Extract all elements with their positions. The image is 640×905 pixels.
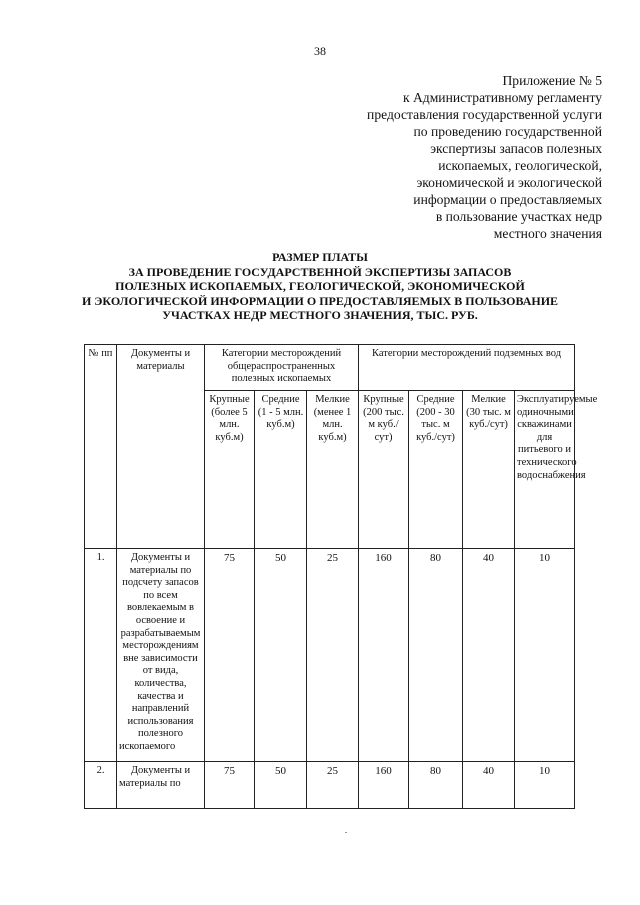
row-number: 1. bbox=[85, 549, 117, 762]
row-value: 25 bbox=[307, 549, 359, 762]
title-line: ПОЛЕЗНЫХ ИСКОПАЕМЫХ, ГЕОЛОГИЧЕСКОЙ, ЭКОНОМИЧЕСКОЙ bbox=[115, 279, 525, 293]
header-col: Средние (200 - 30 тыс. м куб./сут) bbox=[409, 391, 463, 549]
row-value: 75 bbox=[205, 762, 255, 809]
title-line: ЗА ПРОВЕДЕНИЕ ГОСУДАРСТВЕННОЙ ЭКСПЕРТИЗЫ ЗАПАСОВ bbox=[128, 264, 512, 279]
row-document: Документы и материалы по bbox=[117, 762, 205, 809]
row-value: 80 bbox=[409, 762, 463, 809]
fees-table bbox=[84, 344, 598, 809]
row-value: 10 bbox=[515, 549, 575, 762]
appendix-line: в пользование участках недр bbox=[435, 209, 602, 224]
appendix-line: экспертизы запасов полезных bbox=[430, 141, 602, 156]
row-document: Документы и материалы по подсчету запасов по всем вовлекаемым в освоение и разрабатываемым месторождениям вне зависимости от вида, количества, качества и направлений использования полезного ископаемого bbox=[117, 549, 205, 762]
row-value: 160 bbox=[359, 762, 409, 809]
row-value: 75 bbox=[205, 549, 255, 762]
row-value: 40 bbox=[463, 762, 515, 809]
header-col: Средние (1 - 5 млн. куб.м) bbox=[255, 391, 307, 549]
row-value: 10 bbox=[515, 762, 575, 809]
header-col: Крупные (200 тыс. м куб./сут) bbox=[359, 391, 409, 549]
header-col: Мелкие (30 тыс. м куб./сут) bbox=[463, 391, 515, 549]
title-line: УЧАСТКАХ НЕДР МЕСТНОГО ЗНАЧЕНИЯ, ТЫС. РУБ. bbox=[162, 308, 478, 322]
header-group-water: Категории месторождений подземных вод bbox=[359, 345, 575, 391]
appendix-line: к Административному регламенту bbox=[402, 90, 602, 105]
appendix-note bbox=[332, 72, 602, 242]
header-docs: Документы и материалы bbox=[117, 345, 205, 549]
row-value: 25 bbox=[307, 762, 359, 809]
header-col: Эксплуатируемые одиночными скважинами для питьевого и технического водоснабжения bbox=[515, 391, 575, 549]
appendix-line: экономической и экологической bbox=[416, 175, 602, 190]
appendix-line: Приложение № 5 bbox=[502, 73, 602, 88]
table-row bbox=[85, 549, 575, 762]
appendix-line: по проведению государственной bbox=[413, 124, 602, 139]
appendix-line: ископаемых, геологической, bbox=[438, 158, 602, 173]
title-line: И ЭКОЛОГИЧЕСКОЙ ИНФОРМАЦИИ О ПРЕДОСТАВЛЯЕМЫХ В ПОЛЬЗОВАНИЕ bbox=[81, 293, 559, 308]
row-value: 40 bbox=[463, 549, 515, 762]
row-value: 50 bbox=[255, 762, 307, 809]
title-line: РАЗМЕР ПЛАТЫ bbox=[272, 250, 368, 264]
table-row bbox=[85, 762, 575, 809]
header-col: Мелкие (менее 1 млн. куб.м) bbox=[307, 391, 359, 549]
header-group-minerals: Категории месторождений общераспространенных полезных ископаемых bbox=[205, 345, 359, 391]
table-header-row bbox=[85, 345, 575, 391]
header-num: № пп bbox=[85, 345, 117, 549]
appendix-line: предоставления государственной услуги bbox=[367, 107, 602, 122]
row-number: 2. bbox=[85, 762, 117, 809]
row-value: 160 bbox=[359, 549, 409, 762]
page-number: 38 bbox=[314, 44, 326, 58]
row-value: 80 bbox=[409, 549, 463, 762]
appendix-line: местного значения bbox=[493, 226, 602, 241]
scan-speck bbox=[345, 832, 347, 833]
row-value: 50 bbox=[255, 549, 307, 762]
document-title bbox=[0, 250, 640, 323]
appendix-line: информации о предоставляемых bbox=[413, 192, 602, 207]
header-col: Крупные (более 5 млн. куб.м) bbox=[205, 391, 255, 549]
